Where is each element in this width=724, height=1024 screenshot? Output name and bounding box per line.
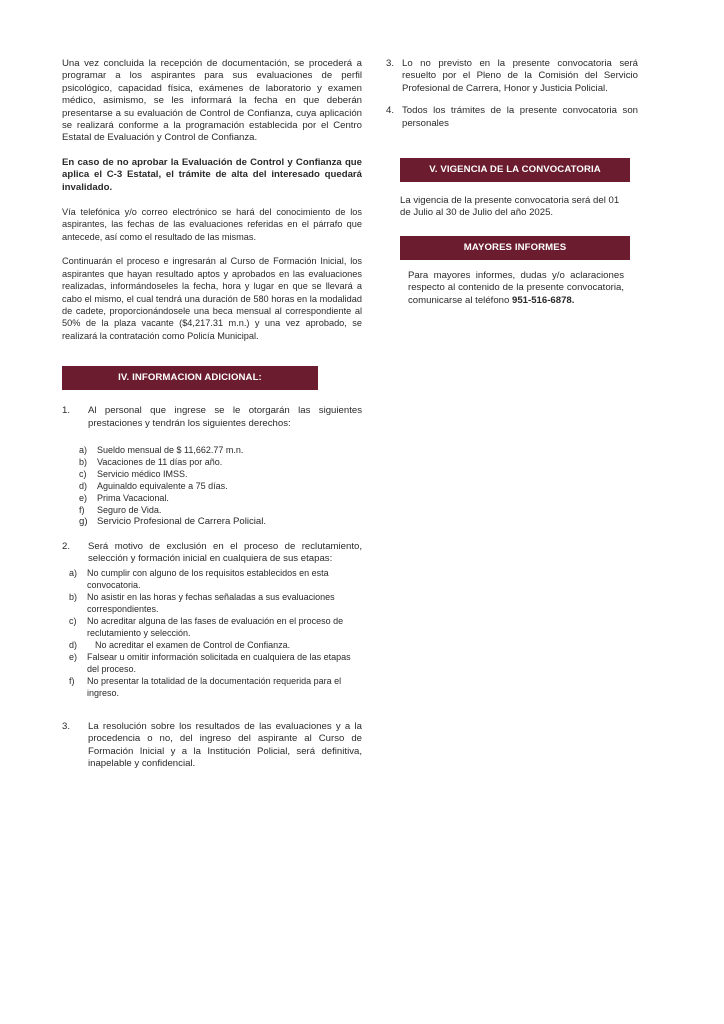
list-item: g) Servicio Profesional de Carrera Policial. <box>79 515 267 527</box>
list-item-4-right <box>386 105 638 130</box>
paragraph-notification: Vía telefónica y/o correo electrónico se hará del conocimiento de los aspirantes, las fechas de las evaluaciones referidas en el párrafo que antecede, así como el resultado de las mismas. <box>62 207 362 242</box>
list-item: b) Vacaciones de 11 días por año. <box>79 456 223 467</box>
item-text: Todos los trámites de la presente convocatoria son personales <box>402 105 638 129</box>
item-number: 3. <box>62 720 71 732</box>
contact-text: Para mayores informes, dudas y/o aclaraciones respecto al contenido de la presente convocatoria, comunicarse al teléfono <box>408 269 624 306</box>
list-item: f) Seguro de Vida. <box>79 504 162 515</box>
paragraph-training-course: Continuarán el proceso e ingresarán al Curso de Formación Inicial, los aspirantes que hayan resultado aptos y aprobados en las evaluaciones realizadas, informándoseles la fecha, hora y lugar en que se llevará a cabo el mismo, el cual tendrá una duración de 580 horas en la modalidad de cadete, proporcionándosele una beca mensual al correspondiente al 50% de la plaza vacante ($4,217.31 m.n.) y una vez aprobado, se realizará la contratación como Policía Municipal. <box>62 256 362 341</box>
list-item: a) Sueldo mensual de $ 11,662.77 m.n. <box>79 444 244 455</box>
item-text: Al personal que ingrese se le otorgarán las siguientes prestaciones y tendrán los siguientes derechos: <box>88 405 362 429</box>
list-item-3-right <box>386 58 638 95</box>
section-4-title: IV. INFORMACION ADICIONAL: <box>118 372 262 384</box>
item-text: Lo no previsto en la presente convocatoria será resuelto por el Pleno de la Comisión del Servicio Profesional de Carrera, Honor y Justicia Policial. <box>402 58 638 94</box>
list-item: e) Prima Vacacional. <box>79 492 169 503</box>
list-item-1 <box>62 405 362 430</box>
list-item: c) No acreditar alguna de las fases de evaluación en el proceso de reclutamiento y selección. <box>69 615 344 638</box>
list-item: f) No presentar la totalidad de la documentación requerida para el ingreso. <box>69 675 342 698</box>
list-item: b) No asistir en las horas y fechas señaladas a sus evaluaciones correspondientes. <box>69 591 335 614</box>
item-number: 3. <box>386 58 395 69</box>
list-item-3 <box>62 721 362 771</box>
list-item: e) Falsear u omitir información solicitada en cualquiera de las etapas del proceso. <box>69 651 351 674</box>
section-4-header <box>62 366 318 390</box>
list-item: d) No acreditar el examen de Control de Confianza. <box>69 639 291 650</box>
vigencia-text: La vigencia de la presente convocatoria será del 01 de Julio al 30 de Julio del año 2025. <box>400 195 620 219</box>
mayores-informes-header <box>400 236 630 260</box>
item-text: La resolución sobre los resultados de las evaluaciones y a la procedencia o no, del ingreso del aspirante al Curso de Formación Inicial y a la Institución Policial, será definitiva, inapelable y confidencial. <box>88 720 362 769</box>
left-column <box>62 58 362 770</box>
item-number: 4. <box>386 105 395 117</box>
benefits-list <box>79 444 362 528</box>
list-item: a) No cumplir con alguno de los requisitos establecidos en esta convocatoria. <box>69 567 329 590</box>
phone-number: 951-516-6878. <box>512 294 575 306</box>
item-number: 1. <box>62 405 71 417</box>
mayores-informes-text <box>408 270 624 307</box>
paragraph-control-confianza: En caso de no aprobar la Evaluación de Control y Confianza que aplica el C-3 Estatal, el trámite de alta del interesado quedará invalidado. <box>62 156 362 193</box>
paragraph-evaluations: Una vez concluida la recepción de documentación, se procederá a programar a los aspirantes para sus evaluaciones de perfil psicológico, capacidad física, exámenes de laboratorio y examen médico, asimismo, se les informará la fecha en que deberán presentarse a su evaluación de Control de Confianza, cuya aplicación se realizará conforme a la programación establecida por el Centro Estatal de Evaluación y Control de Confianza. <box>62 58 362 144</box>
item-number: 2. <box>62 540 71 552</box>
list-item: c) Servicio médico IMSS. <box>79 468 188 479</box>
mayores-informes-title: MAYORES INFORMES <box>463 241 567 253</box>
section-5-header <box>400 158 630 182</box>
exclusion-list <box>69 567 362 699</box>
list-item-2 <box>62 541 362 566</box>
right-column <box>386 58 638 307</box>
section-5-title: V. VIGENCIA DE LA CONVOCATORIA <box>429 164 601 176</box>
item-text: Será motivo de exclusión en el proceso de reclutamiento, selección y formación inicial en cualquiera de sus etapas: <box>88 540 362 565</box>
list-item: d) Aguinaldo equivalente a 75 días. <box>79 480 228 491</box>
